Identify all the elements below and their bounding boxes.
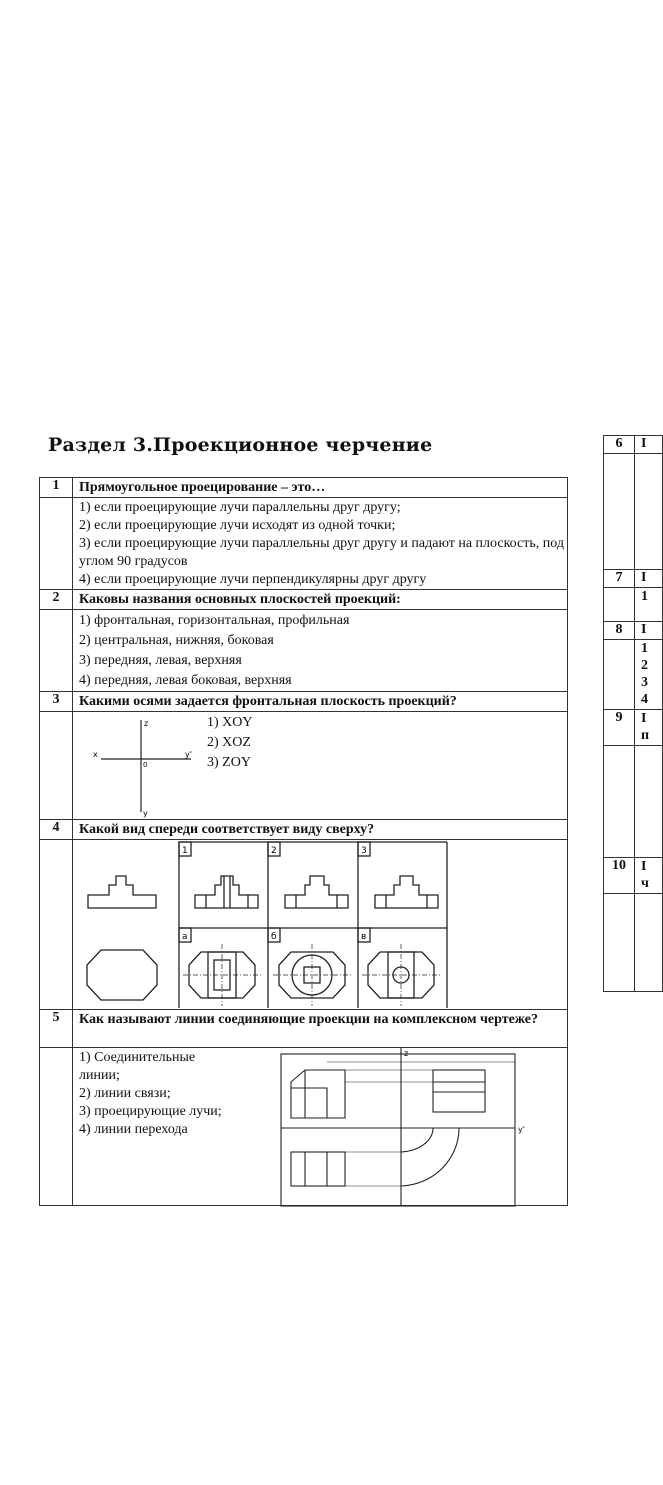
view-label: 1 [182,846,188,856]
option: 1) если проецирующие лучи параллельны друг другу; [79,500,401,515]
axis-label-x: x [93,750,98,759]
axis-label-z: z [404,1049,409,1058]
question-text-cut: I [635,570,663,588]
option: 2) XOZ [207,735,251,750]
question-number: 8 [604,622,635,640]
view-label: 3 [361,846,367,856]
question-number: 5 [40,1010,73,1048]
axis-label-y: y [143,809,148,818]
question-number: 3 [40,692,73,712]
page-title: Раздел 3.Проекционное черчение [48,434,433,456]
option: 3) передняя, левая, верхняя [79,653,242,668]
question-text-cut: I [635,436,663,454]
question-text: Какими осями задается фронтальная плоскость проекций? [73,692,568,712]
options-row [40,498,568,590]
question-number: 1 [40,478,73,498]
q5-cell [73,1048,568,1206]
complex-drawing [275,1048,535,1206]
options-row [40,610,568,692]
question-row [40,820,568,840]
question-row [40,1010,568,1048]
options-list [201,712,253,773]
options-list [73,498,568,590]
view-label: б [271,932,277,942]
question-text-cut: I п [635,710,663,746]
question-number: 6 [604,436,635,454]
questions-table [39,477,568,1206]
question-number: 7 [604,570,635,588]
question-number: 2 [40,590,73,610]
right-column-table [603,435,663,992]
views-cell [73,840,568,1010]
view-label: в [361,932,367,942]
question-row [40,692,568,712]
option: 1) XOY [207,715,253,730]
views-drawing [73,840,563,1010]
option: 3) ZOY [207,755,251,770]
option: 2) центральная, нижняя, боковая [79,633,274,648]
options-row [40,840,568,1010]
option-cut: 1 2 3 4 [635,640,663,710]
question-text-cut: I [635,622,663,640]
options-list [73,610,568,692]
option: 2) линии связи; [79,1086,171,1101]
options-row [40,1048,568,1206]
axis-label-y1: y' [518,1125,525,1134]
view-label: 2 [271,846,277,856]
question-row [40,590,568,610]
axis-label-y1: y' [185,750,192,759]
question-text: Каковы названия основных плоскостей проекций: [73,590,568,610]
question-text-cut: I ч [635,858,663,894]
question-text: Какой вид спереди соответствует виду сверху? [73,820,568,840]
question-text: Прямоугольное проецирование – это… [73,478,568,498]
axis-label-z: z [144,719,149,728]
question-number: 4 [40,820,73,840]
axis-label-o: 0 [143,761,148,769]
option: 1) Соединительные линии; [79,1050,196,1083]
option: 3) проецирующие лучи; [79,1104,222,1119]
option: 4) передняя, левая боковая, верхняя [79,673,292,688]
axis-cell [73,712,568,820]
option: 3) если проецирующие лучи параллельны друг другу и падают на плоскость, под углом 90 градусов [79,536,564,569]
option: 4) линии перехода [79,1122,188,1137]
options-row [40,712,568,820]
question-text: Как называют линии соединяющие проекции на комплексном чертеже? [73,1010,568,1048]
options-list [73,1048,264,1139]
question-number: 10 [604,858,635,894]
option: 4) если проецирующие лучи перпендикулярны друг другу [79,572,427,587]
option-cut: 1 [635,588,663,622]
view-label: а [182,932,188,942]
question-row [40,478,568,498]
option: 2) если проецирующие лучи исходят из одной точки; [79,518,396,533]
question-number: 9 [604,710,635,746]
option: 1) фронтальная, горизонтальная, профильная [79,613,350,628]
